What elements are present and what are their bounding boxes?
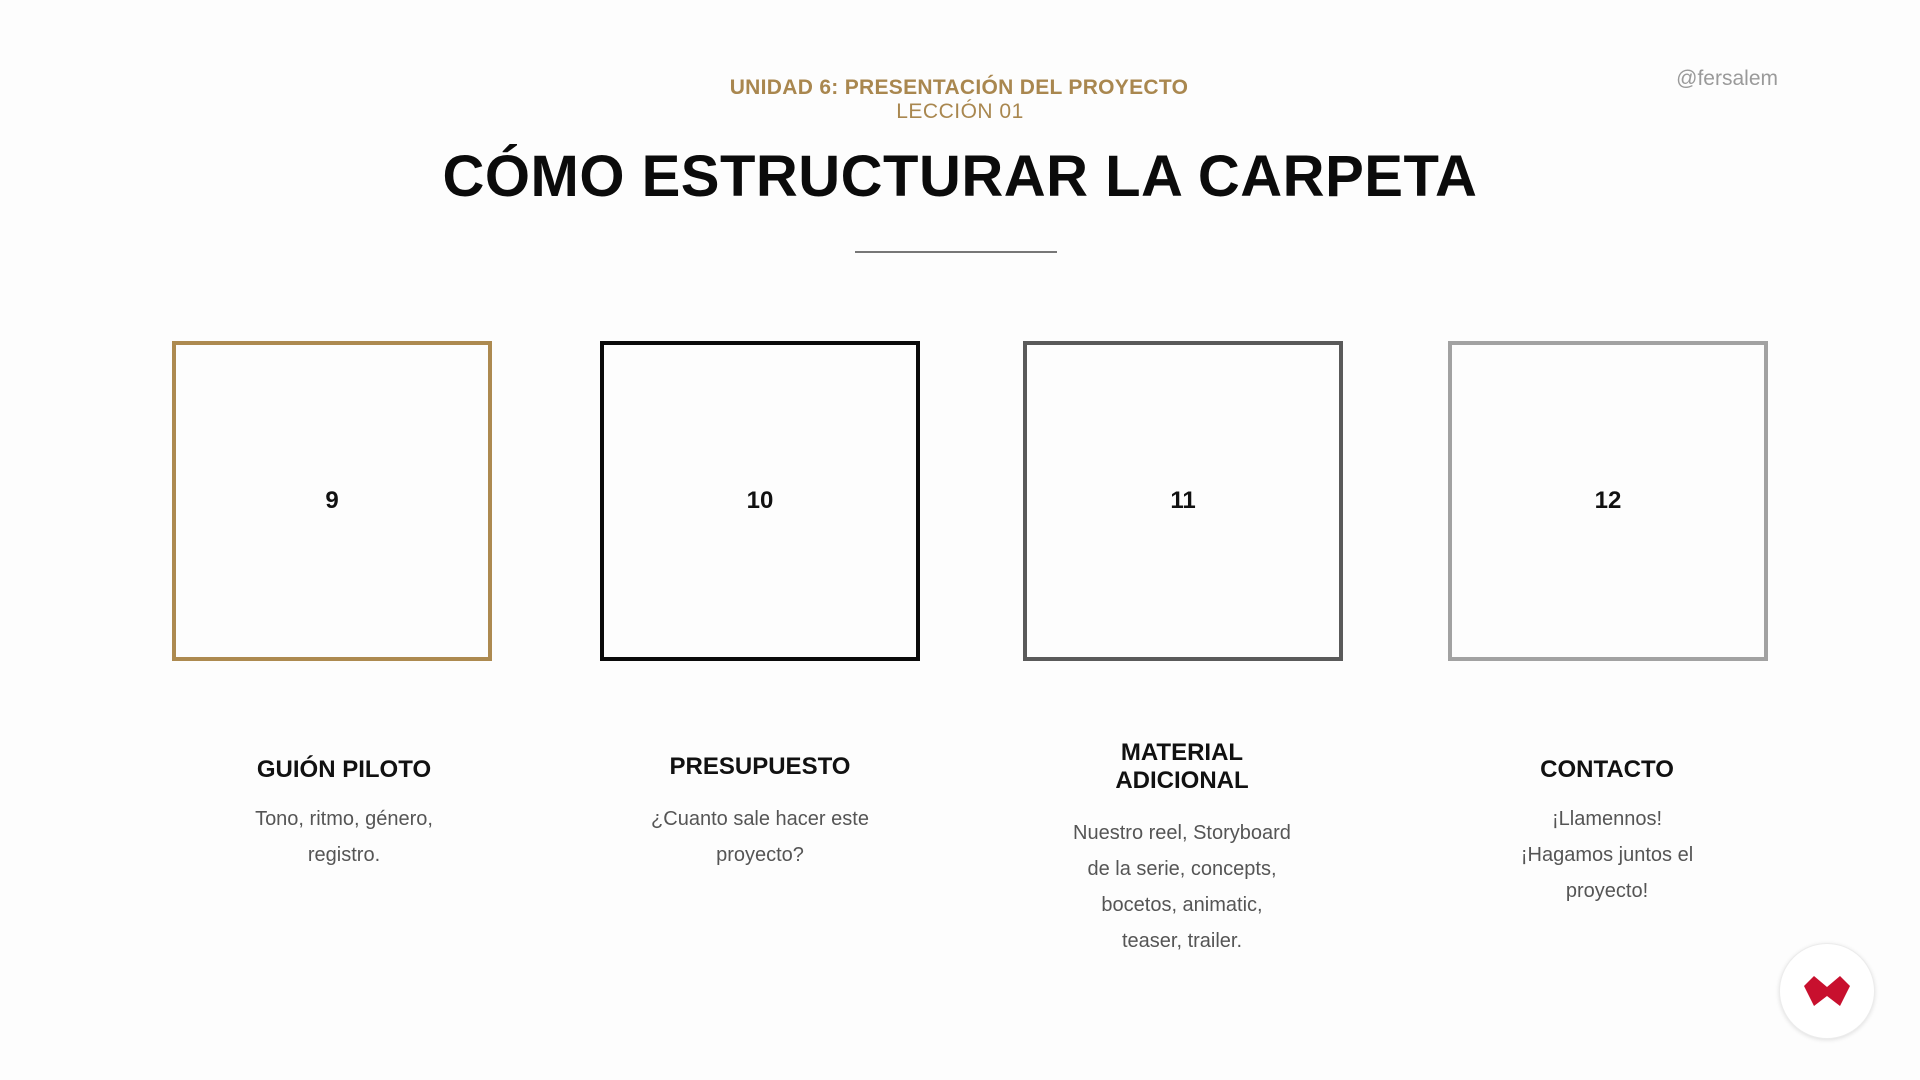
section-material-adicional xyxy=(1012,739,1352,959)
desc-line: Nuestro reel, Storyboard xyxy=(1073,822,1291,844)
desc-line: ¡Hagamos juntos el xyxy=(1520,844,1694,866)
desc-line: ¡Llamennos! xyxy=(1551,808,1663,830)
desc-line: de la serie, concepts, xyxy=(1087,858,1277,880)
card-9 xyxy=(172,341,492,661)
domestika-logo-icon xyxy=(1802,974,1852,1008)
lesson-label: LECCIÓN 01 xyxy=(896,100,1024,123)
card-12 xyxy=(1448,341,1768,661)
section-contacto xyxy=(1437,756,1777,909)
author-handle: @fersalem xyxy=(1676,67,1778,90)
section-heading: CONTACTO xyxy=(1540,756,1674,783)
desc-line: teaser, trailer. xyxy=(1121,930,1243,952)
desc-line: Tono, ritmo, género, xyxy=(255,808,433,830)
title-divider xyxy=(855,251,1057,253)
page-title: CÓMO ESTRUCTURAR LA CARPETA xyxy=(442,144,1478,209)
card-number: 12 xyxy=(1594,487,1622,514)
card-number: 9 xyxy=(325,487,339,514)
desc-line: ¿Cuanto sale hacer este xyxy=(651,808,869,830)
desc-line: bocetos, animatic, xyxy=(1101,894,1263,916)
section-heading: PRESUPUESTO xyxy=(669,753,851,780)
section-heading xyxy=(1012,739,1352,795)
card-11 xyxy=(1023,341,1343,661)
unit-title: UNIDAD 6: PRESENTACIÓN DEL PROYECTO xyxy=(729,76,1189,99)
domestika-logo-button[interactable] xyxy=(1779,943,1875,1039)
card-number: 10 xyxy=(746,487,774,514)
section-description xyxy=(174,801,514,873)
heading-line: MATERIAL xyxy=(1120,739,1244,766)
card-10 xyxy=(600,341,920,661)
desc-line: proyecto! xyxy=(1565,880,1649,902)
section-guion-piloto xyxy=(174,756,514,873)
desc-line: proyecto? xyxy=(716,844,804,866)
section-description xyxy=(1012,815,1352,959)
heading-line: ADICIONAL xyxy=(1115,767,1249,794)
section-presupuesto xyxy=(590,753,930,873)
card-number: 11 xyxy=(1170,487,1196,514)
desc-line: registro. xyxy=(307,844,381,866)
section-description xyxy=(590,801,930,873)
section-heading: GUIÓN PILOTO xyxy=(256,756,432,783)
section-description xyxy=(1437,801,1777,909)
